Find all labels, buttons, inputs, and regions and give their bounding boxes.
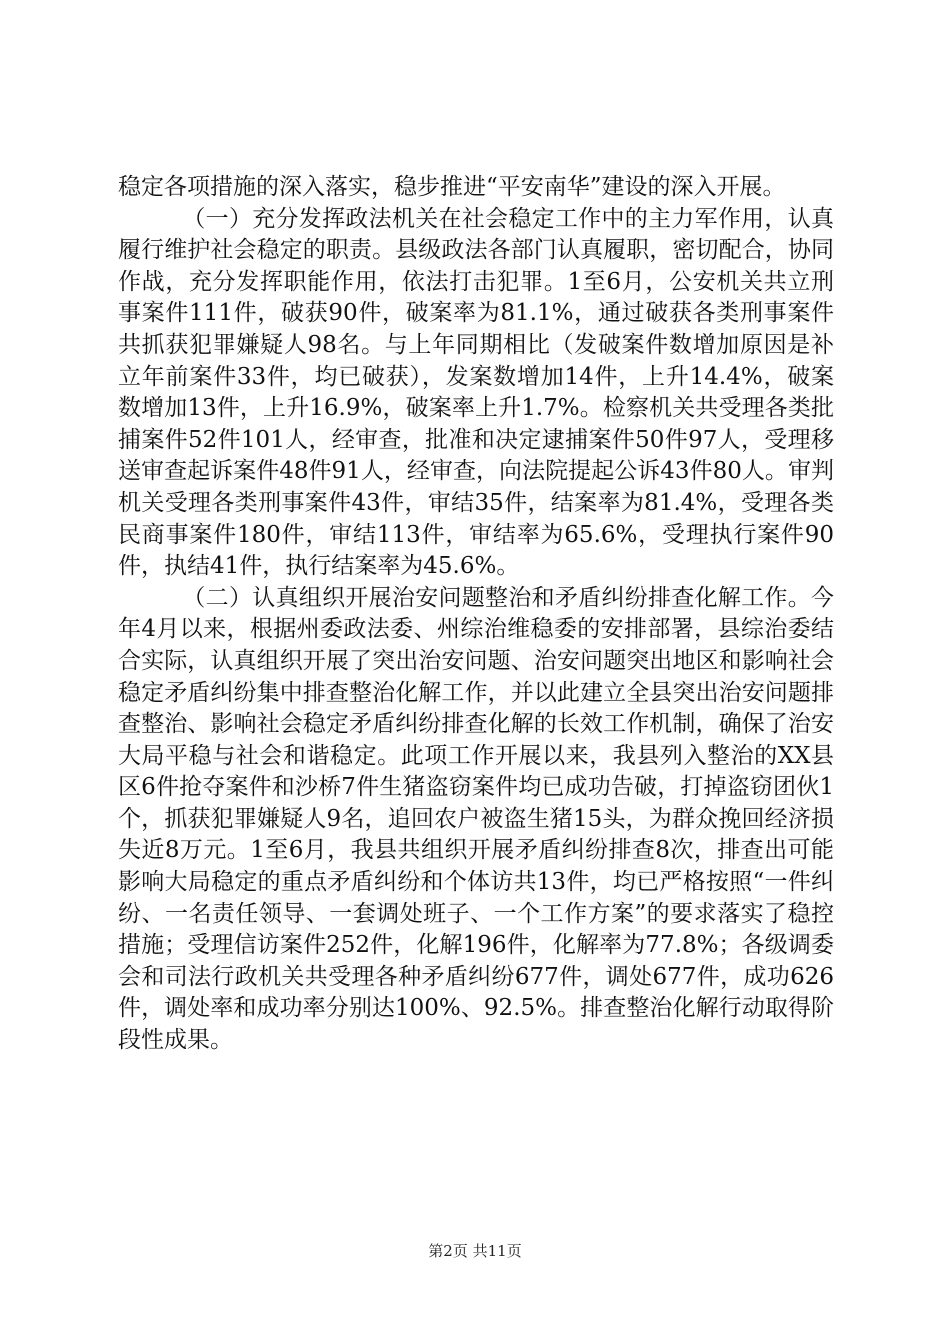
page-footer: 第2页 共11页 (428, 1242, 522, 1260)
paragraph-continuation: 稳定各项措施的深入落实，稳步推进“平安南华”建设的深入开展。 (118, 174, 786, 200)
document-body (118, 172, 834, 1057)
paragraph-section-one: （一）充分发挥政法机关在社会稳定工作中的主力军作用，认真履行维护社会稳定的职责。县级政法各部门认真履职，密切配合，协同作战，充分发挥职能作用，依法打击犯罪。1至6月，公安机关共立刑事案件111件，破获90件，破案率为81.1%，通过破获各类刑事案件共抓获犯罪嫌疑人98名。与上年同期相比（发破案件数增加原因是补立年前案件33件，均已破获），发案数增加14件，上升14.4%，破案数增加13件，上升16.9%，破案率上升1.7%。检察机关共受理各类批捕案件52件101人，经审查，批准和决定逮捕案件50件97人，受理移送审查起诉案件48件91人，经审查，向法院提起公诉43件80人。审判机关受理各类刑事案件43件，审结35件，结案率为81.4%，受理各类民商事案件180件，审结113件，审结率为65.6%，受理执行案件90件，执结41件，执行结案率为45.6%。 (118, 205, 834, 580)
paragraph-section-two: （二）认真组织开展治安问题整治和矛盾纠纷排查化解工作。今年4月以来，根据州委政法委、州综治维稳委的安排部署，县综治委结合实际，认真组织开展了突出治安问题、治安问题突出地区和影响社会稳定矛盾纠纷集中排查整治化解工作，并以此建立全县突出治安问题排查整治、影响社会稳定矛盾纠纷排查化解的长效工作机制，确保了治安大局平稳与社会和谐稳定。此项工作开展以来，我县列入整治的XX县区6件抢夺案件和沙桥7件生猪盗窃案件均已成功告破，打掉盗窃团伙1个，抓获犯罪嫌疑人9名，追回农户被盗生猪15头，为群众挽回经济损失近8万元。1至6月，我县共组织开展矛盾纠纷排查8次，排查出可能影响大局稳定的重点矛盾纠纷和个体访共13件，均已严格按照“一件纠纷、一名责任领导、一套调处班子、一个工作方案”的要求落实了稳控措施；受理信访案件252件，化解196件，化解率为77.8%；各级调委会和司法行政机关共受理各种矛盾纠纷677件，调处677件，成功626件，调处率和成功率分别达100%、92.5%。排查整治化解行动取得阶段性成果。 (118, 584, 834, 1054)
